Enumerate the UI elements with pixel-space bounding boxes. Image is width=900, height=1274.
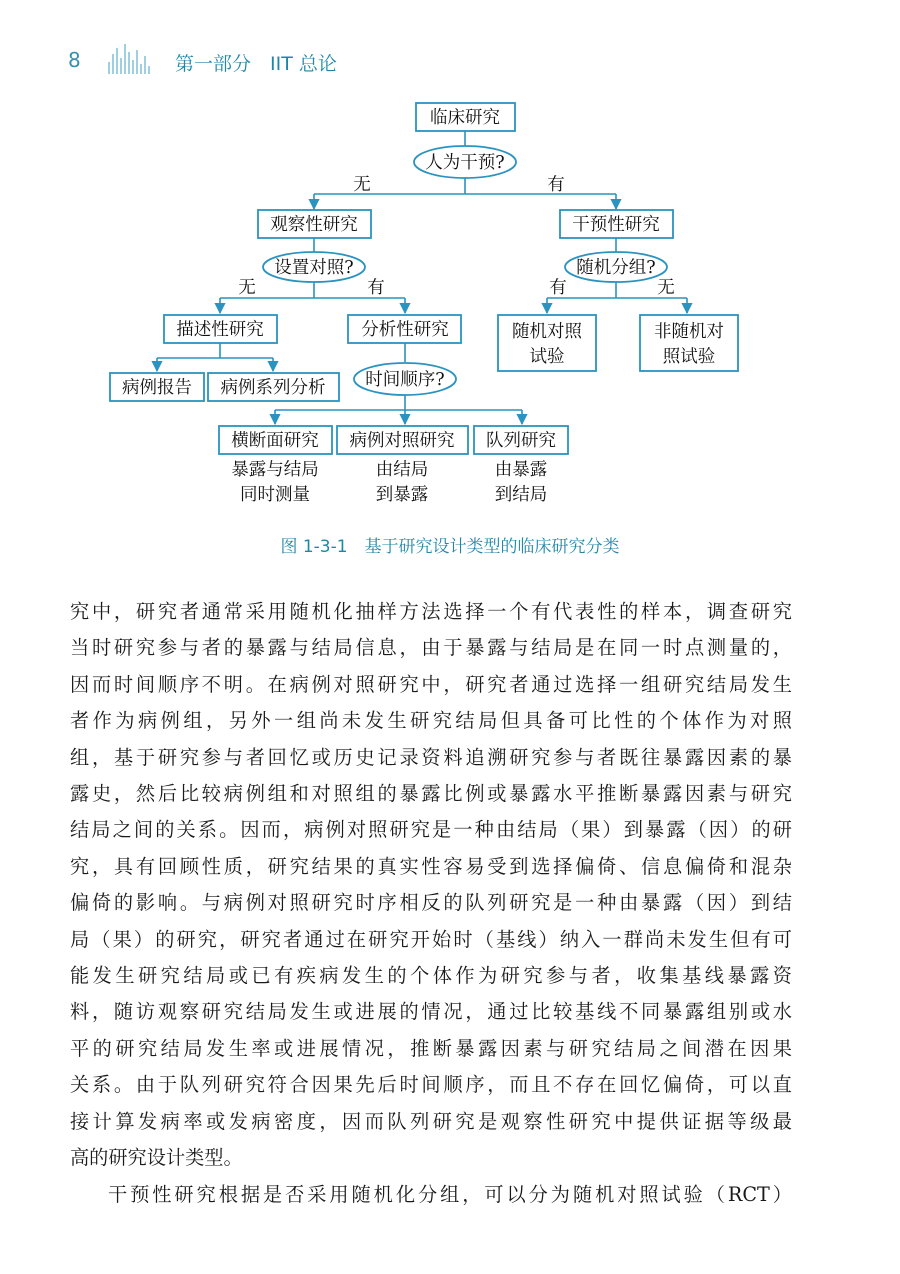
note-cohort-1: 由暴露 [494,460,548,480]
body-line: 组，基于研究参与者回忆或历史记录资料追溯研究参与者既往暴露因素的暴 [70,745,792,769]
label-intervention-question: 人为干预? [425,153,505,173]
label-nrct-line2: 照试验 [662,347,716,367]
body-line: 平的研究结局发生率或进展情况，推断暴露因素与研究结局之间潜在因果 [70,1036,792,1060]
label-rct-line1: 随机对照 [512,322,582,342]
label-no-1: 无 [353,175,371,195]
label-case-series: 病例系列分析 [220,378,326,398]
label-observational: 观察性研究 [270,215,358,235]
note-cross-sectional-1: 暴露与结局 [231,460,319,480]
note-case-control-1: 由结局 [375,460,429,480]
note-cross-sectional-2: 同时测量 [240,485,310,505]
label-yes-3: 有 [549,278,567,298]
decorative-bars-icon [108,44,152,74]
classification-flowchart [0,90,900,520]
label-rct-line2: 试验 [529,347,565,367]
label-nrct-line1: 非随机对 [654,322,724,342]
body-line: 局（果）的研究，研究者通过在研究开始时（基线）纳入一群尚未发生但有可 [70,927,792,951]
label-descriptive: 描述性研究 [176,320,264,340]
page-header [0,0,900,90]
label-yes-2: 有 [367,278,385,298]
label-random-question: 随机分组? [576,258,656,278]
label-cohort: 队列研究 [486,431,556,451]
body-line: 者作为病例组，另外一组尚未发生研究结局但具备可比性的个体作为对照 [70,709,792,733]
body-line: 干预性研究根据是否采用随机化分组，可以分为随机对照试验（RCT） [108,1182,792,1206]
section-title: 第一部分 IIT 总论 [175,53,337,75]
body-line: 关系。由于队列研究符合因果先后时间顺序，而且不存在回忆偏倚，可以直 [70,1073,792,1097]
label-cross-sectional: 横断面研究 [231,431,319,451]
body-line: 究，具有回顾性质，研究结果的真实性容易受到选择偏倚、信息偏倚和混杂 [70,854,792,878]
label-case-control: 病例对照研究 [349,431,455,451]
note-cohort-2: 到结局 [494,485,548,505]
body-line: 结局之间的关系。因而，病例对照研究是一种由结局（果）到暴露（因）的研 [70,818,792,842]
label-analytic: 分析性研究 [361,320,449,340]
note-case-control-2: 到暴露 [375,485,429,505]
label-no-3: 无 [657,278,675,298]
body-line: 露史，然后比较病例组和对照组的暴露比例或暴露水平推断暴露因素与研究 [70,782,792,806]
body-line: 能发生研究结局或已有疾病发生的个体作为研究参与者，收集基线暴露资 [70,964,792,988]
body-line: 当时研究参与者的暴露与结局信息，由于暴露与结局是在同一时点测量的， [70,636,792,660]
figure-caption: 图 1-3-1 基于研究设计类型的临床研究分类 [280,537,620,557]
page-number: 8 [68,48,81,72]
body-line: 接计算发病率或发病密度，因而队列研究是观察性研究中提供证据等级最 [70,1109,792,1133]
body-line: 因而时间顺序不明。在病例对照研究中，研究者通过选择一组研究结局发生 [70,672,792,696]
body-line: 高的研究设计类型。 [70,1146,243,1170]
label-no-2: 无 [238,278,256,298]
label-case-report: 病例报告 [122,378,192,398]
label-control-question: 设置对照? [274,258,354,278]
body-line: 究中，研究者通常采用随机化抽样方法选择一个有代表性的样本，调查研究 [70,600,792,623]
label-yes-1: 有 [547,175,565,195]
label-clinical-research: 临床研究 [430,108,500,128]
body-text [70,594,792,1213]
body-line: 料，随访观察研究结局发生或进展的情况，通过比较基线不同暴露组别或水 [70,1000,792,1024]
body-line: 偏倚的影响。与病例对照研究时序相反的队列研究是一种由暴露（因）到结 [70,891,792,915]
label-interventional: 干预性研究 [572,215,660,235]
label-time-question: 时间顺序? [365,370,445,390]
